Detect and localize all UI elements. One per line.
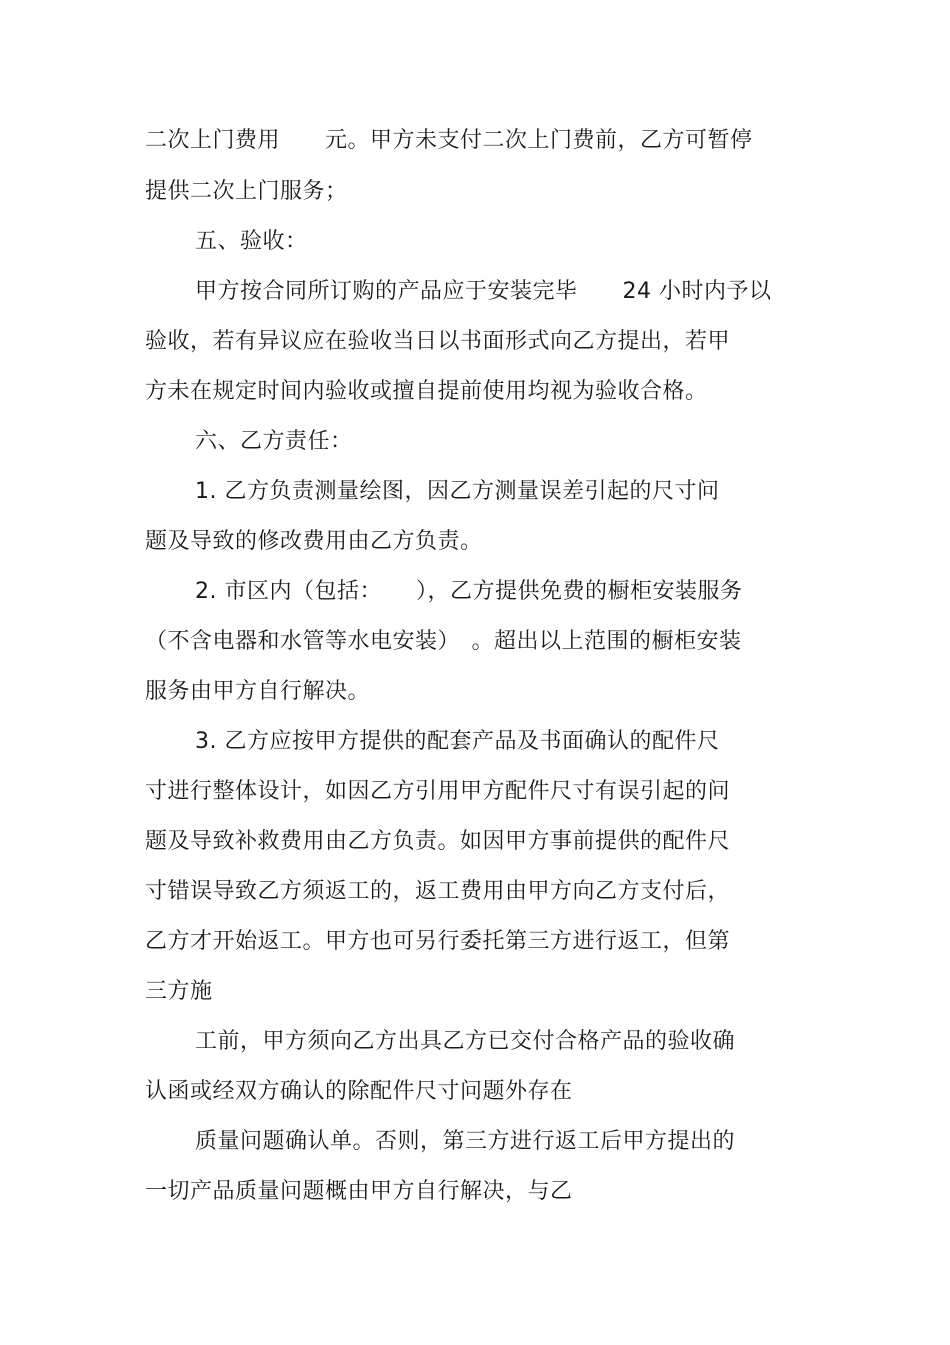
text-line: 寸进行整体设计，如因乙方引用甲方配件尺寸有误引起的问 [145,779,731,804]
text-line: 认函或经双方确认的除配件尺寸问题外存在 [145,1079,573,1104]
text-line: 甲方按合同所订购的产品应于安装完毕 24 小时内予以 [195,279,772,304]
text-line: 提供二次上门服务； [145,179,348,204]
text-line: 三方施 [145,979,213,1004]
section-heading: 五、验收： [195,229,308,254]
text-line: 一切产品质量问题概由甲方自行解决，与乙 [145,1179,573,1204]
section-heading: 六、乙方责任： [195,429,353,454]
text-line: 二次上门费用 元。甲方未支付二次上门费前，乙方可暂停 [145,128,753,153]
list-item: 1. 乙方负责测量绘图，因乙方测量误差引起的尺寸问 [195,479,720,504]
text-line: 题及导致补救费用由乙方负责。如因甲方事前提供的配件尺 [145,829,731,854]
text-line: 寸错误导致乙方须返工的，返工费用由甲方向乙方支付后， [145,879,731,904]
text-line: 乙方才开始返工。甲方也可另行委托第三方进行返工，但第 [145,929,731,954]
text-line: 方未在规定时间内验收或擅自提前使用均视为验收合格。 [145,379,708,404]
text-line: （不含电器和水管等水电安装） 。超出以上范围的橱柜安装 [145,629,742,654]
text-line: 质量问题确认单。否则，第三方进行返工后甲方提出的 [195,1129,736,1154]
text-line: 题及导致的修改费用由乙方负责。 [145,529,483,554]
list-item: 2. 市区内（包括： ），乙方提供免费的橱柜安装服务 [195,579,743,604]
text-line: 工前，甲方须向乙方出具乙方已交付合格产品的验收确 [195,1029,736,1054]
list-item: 3. 乙方应按甲方提供的配套产品及书面确认的配件尺 [195,729,720,754]
text-line: 服务由甲方自行解决。 [145,679,371,704]
text-line: 验收，若有异议应在验收当日以书面形式向乙方提出，若甲 [145,329,731,354]
